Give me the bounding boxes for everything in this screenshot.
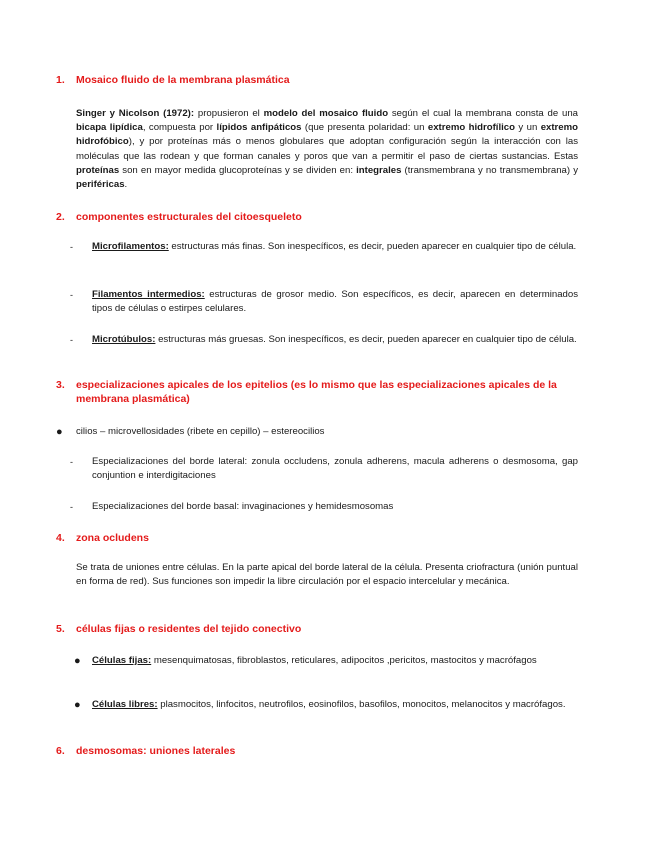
text-run: ), y por proteínas más o menos globulares que adoptan configuración según la interacción con las moléculas que las rodean y que forman canales y poros que van a permitir el paso de ciertas sustancias. Estas [76,136,578,162]
dash-marker: - [70,290,73,300]
term: Células libres: [92,699,158,710]
model-term: modelo del mosaico fluido [263,108,389,119]
hydrophobic-term: extremo hidrofóbico [76,122,579,148]
section-number: 6. [56,745,65,757]
list-item [76,698,578,712]
section-title: zona ocludens [76,532,149,544]
section-title: desmosomas: uniones laterales [76,745,236,757]
text-run: (que presenta polaridad: un [301,122,428,134]
bullet-marker: ● [74,699,81,711]
list-item [76,654,578,668]
bullet-marker: ● [56,426,63,438]
integral-term: integrales [356,164,402,176]
list-item [70,288,579,316]
section-title: componentes estructurales del citoesqueleto [76,211,302,223]
section-number: 1. [56,74,65,86]
definition: plasmocitos, linfocitos, neutrofilos, eosinofilos, basofilos, monocitos, melanocitos y macrófagos. [157,699,566,710]
text-run: (transmembrana y no transmembrana) y [401,164,578,176]
hydrophilic-term: extremo hidrofílico [427,122,515,134]
dash-marker: - [70,335,73,345]
term: Células fijas: [92,655,152,666]
definition: estructuras de grosor medio. Son específicos, es decir, aparecen en determinados tipos de células o estirpes celulares. [92,289,579,314]
list-item [70,500,578,514]
section-6-heading [56,744,585,758]
section-4-paragraph: Se trata de uniones entre células. En la parte apical del borde lateral de la célula. Presenta criofractura (unión puntual en forma de red). Sus funciones son impedir la libre circulación por el espacio intercelular y mecánica. [76,562,578,588]
peripheral-term: periféricas [76,179,125,191]
section-number: 3. [56,379,65,391]
term: Microfilamentos: [92,241,169,252]
bullet-marker: ● [74,655,81,667]
item-text: Especializaciones del borde lateral: zonula occludens, zonula adherens, macula adherens o desmosoma, gap conjuntion e interdigitaciones [92,456,578,481]
section-number: 4. [56,532,65,544]
list-item [70,333,578,347]
list-item [56,425,578,439]
text-run: son en mayor medida glucoproteínas y se dividen en: [119,164,357,176]
dash-marker: - [70,502,73,512]
text-run: , compuesta por [142,122,217,134]
list-item [70,455,578,483]
section-number: 2. [56,211,65,223]
text-run: propusieron el [194,108,264,119]
section-title: células fijas o residentes del tejido conectivo [76,623,302,635]
text-run: . [124,179,128,191]
term: Microtúbulos: [92,334,156,345]
section-title: especializaciones apicales de los epitelios (es lo mismo que las especializaciones apicales de la membrana plasmática) [76,379,557,405]
lipids-term: lípidos anfipáticos [216,122,302,134]
section-title: Mosaico fluido de la membrana plasmática [76,74,290,86]
text-run: según el cual la membrana consta de una [388,108,579,119]
dash-marker: - [70,457,73,467]
definition: mesenquimatosas, fibroblastos, reticulares, adipocitos ,pericitos, mastocitos y macrófagos [151,655,537,666]
dash-marker: - [70,242,73,252]
section-4-heading [56,531,585,545]
item-text: Especializaciones del borde basal: invaginaciones y hemidesmosomas [92,501,394,512]
section-1-heading [56,73,585,87]
bilayer-term: bicapa lipídica [76,122,143,134]
proteins-term: proteínas [76,164,120,176]
section-1-paragraph [76,107,578,192]
list-item [70,240,578,254]
authors-term: Singer y Nicolson (1972): [76,108,195,119]
section-5-heading [56,622,585,636]
term: Filamentos intermedios: [92,289,205,300]
text-run: y un [515,122,541,134]
definition: estructuras más gruesas. Son inespecíficos, es decir, pueden aparecer en cualquier tipo de célula. [155,334,577,345]
section-3-heading [56,378,585,406]
cilios-text: cilios – microvellosidades (ribete en cepillo) – estereocilios [76,426,325,437]
section-2-heading [56,210,585,224]
definition: estructuras más finas. Son inespecíficos, es decir, pueden aparecer en cualquier tipo de célula. [168,241,577,252]
section-number: 5. [56,623,65,635]
